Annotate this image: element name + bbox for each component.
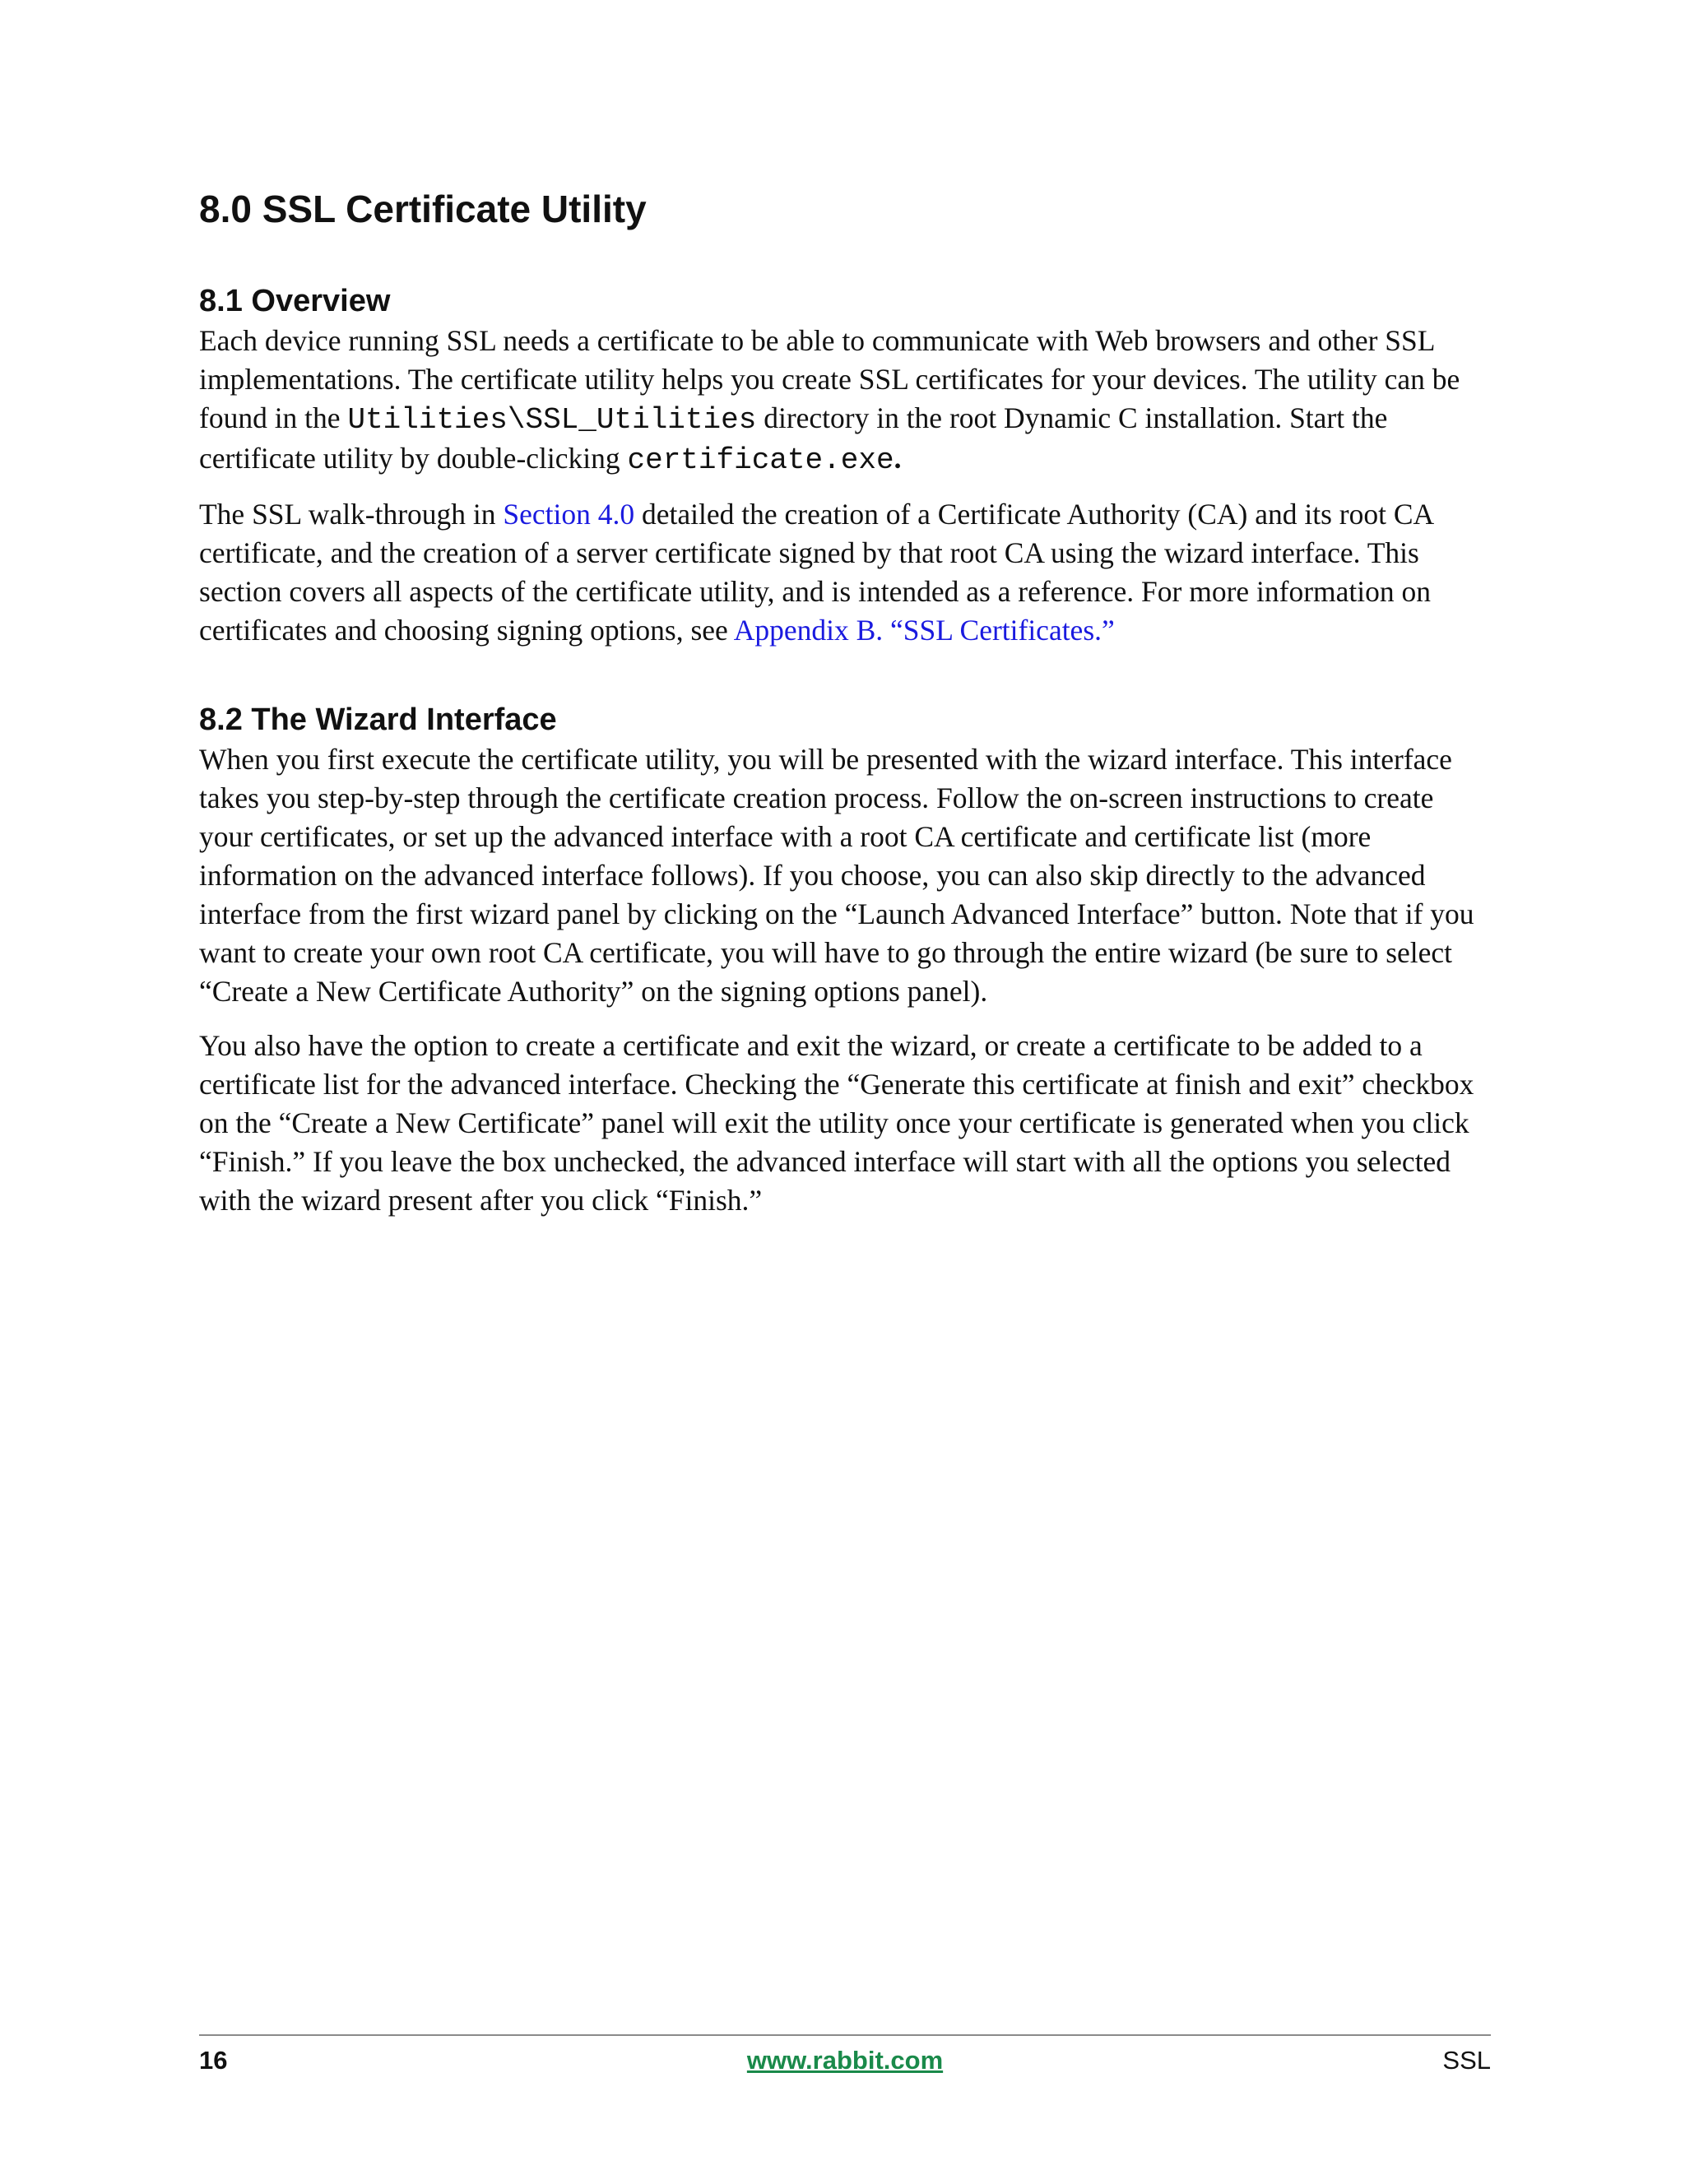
section-title-wizard: 8.2 The Wizard Interface <box>199 702 557 737</box>
chapter-heading: 8.0 SSL Certificate Utility <box>199 188 647 230</box>
section-wizard-interface <box>199 701 1491 1220</box>
page-number: 16 <box>199 2046 228 2075</box>
overview-paragraph-1 <box>199 322 1491 480</box>
overview-text-1: Each device running SSL needs a certificate to be able to communicate with Web browsers and other SSL implementations. The certificate utility helps you create SSL certificates for your devices. The utility can be found in the <box>199 324 1460 434</box>
overview-paragraph-2 <box>199 495 1491 650</box>
utilities-path-code: Utilities\SSL_Utilities <box>347 403 757 437</box>
page-footer <box>199 2044 1491 2077</box>
section-title-overview: 8.1 Overview <box>199 284 391 318</box>
overview-text-2: directory in the root Dynamic C installation. Start the certificate utility by double-clicking <box>199 401 1388 475</box>
section-overview <box>199 282 1491 650</box>
document-page <box>199 0 1491 2184</box>
wizard-paragraph-1: When you first execute the certificate utility, you will be presented with the wizard interface. This interface takes you step-by-step through the certificate creation process. Follow the on-screen instructions to create your certificates, or set up the advanced interface with a root CA certificate and certificate list (more information on the advanced interface follows). If you choose, you can also skip directly to the advanced interface from the first wizard panel by clicking on the “Launch Advanced Interface” button. Note that if you want to create your own root CA certificate, you will have to go through the entire wizard (be sure to select “Create a New Certificate Authority” on the signing options panel). <box>199 743 1474 1008</box>
footer-divider <box>199 2034 1491 2036</box>
appendix-b-link[interactable]: Appendix B. “SSL Certificates.” <box>733 614 1115 647</box>
overview-p2-text-1: The SSL walk-through in <box>199 498 504 531</box>
overview-p2-text-2: detailed the creation of a Certificate Authority (CA) and its root CA certificate, and the creation of a server certificate signed by that root CA using the wizard interface. This section covers all aspects of the certificate utility, and is intended as a reference. For more information on certificates and choosing signing options, see <box>199 498 1433 647</box>
section-4-link[interactable]: Section 4.0 <box>503 498 635 531</box>
document-name: SSL <box>1442 2046 1491 2075</box>
overview-text-3: . <box>894 442 902 475</box>
certificate-exe-code: certificate.exe <box>627 443 894 477</box>
website-link[interactable]: www.rabbit.com <box>746 2046 944 2075</box>
wizard-paragraph-2: You also have the option to create a certificate and exit the wizard, or create a certificate to be added to a certificate list for the advanced interface. Checking the “Generate this certificate at finish and exit” checkbox on the “Create a New Certificate” panel will exit the utility once your certificate is generated when you click “Finish.” If you leave the box unchecked, the advanced interface will start with all the options you selected with the wizard present after you click “Finish.” <box>199 1029 1474 1217</box>
